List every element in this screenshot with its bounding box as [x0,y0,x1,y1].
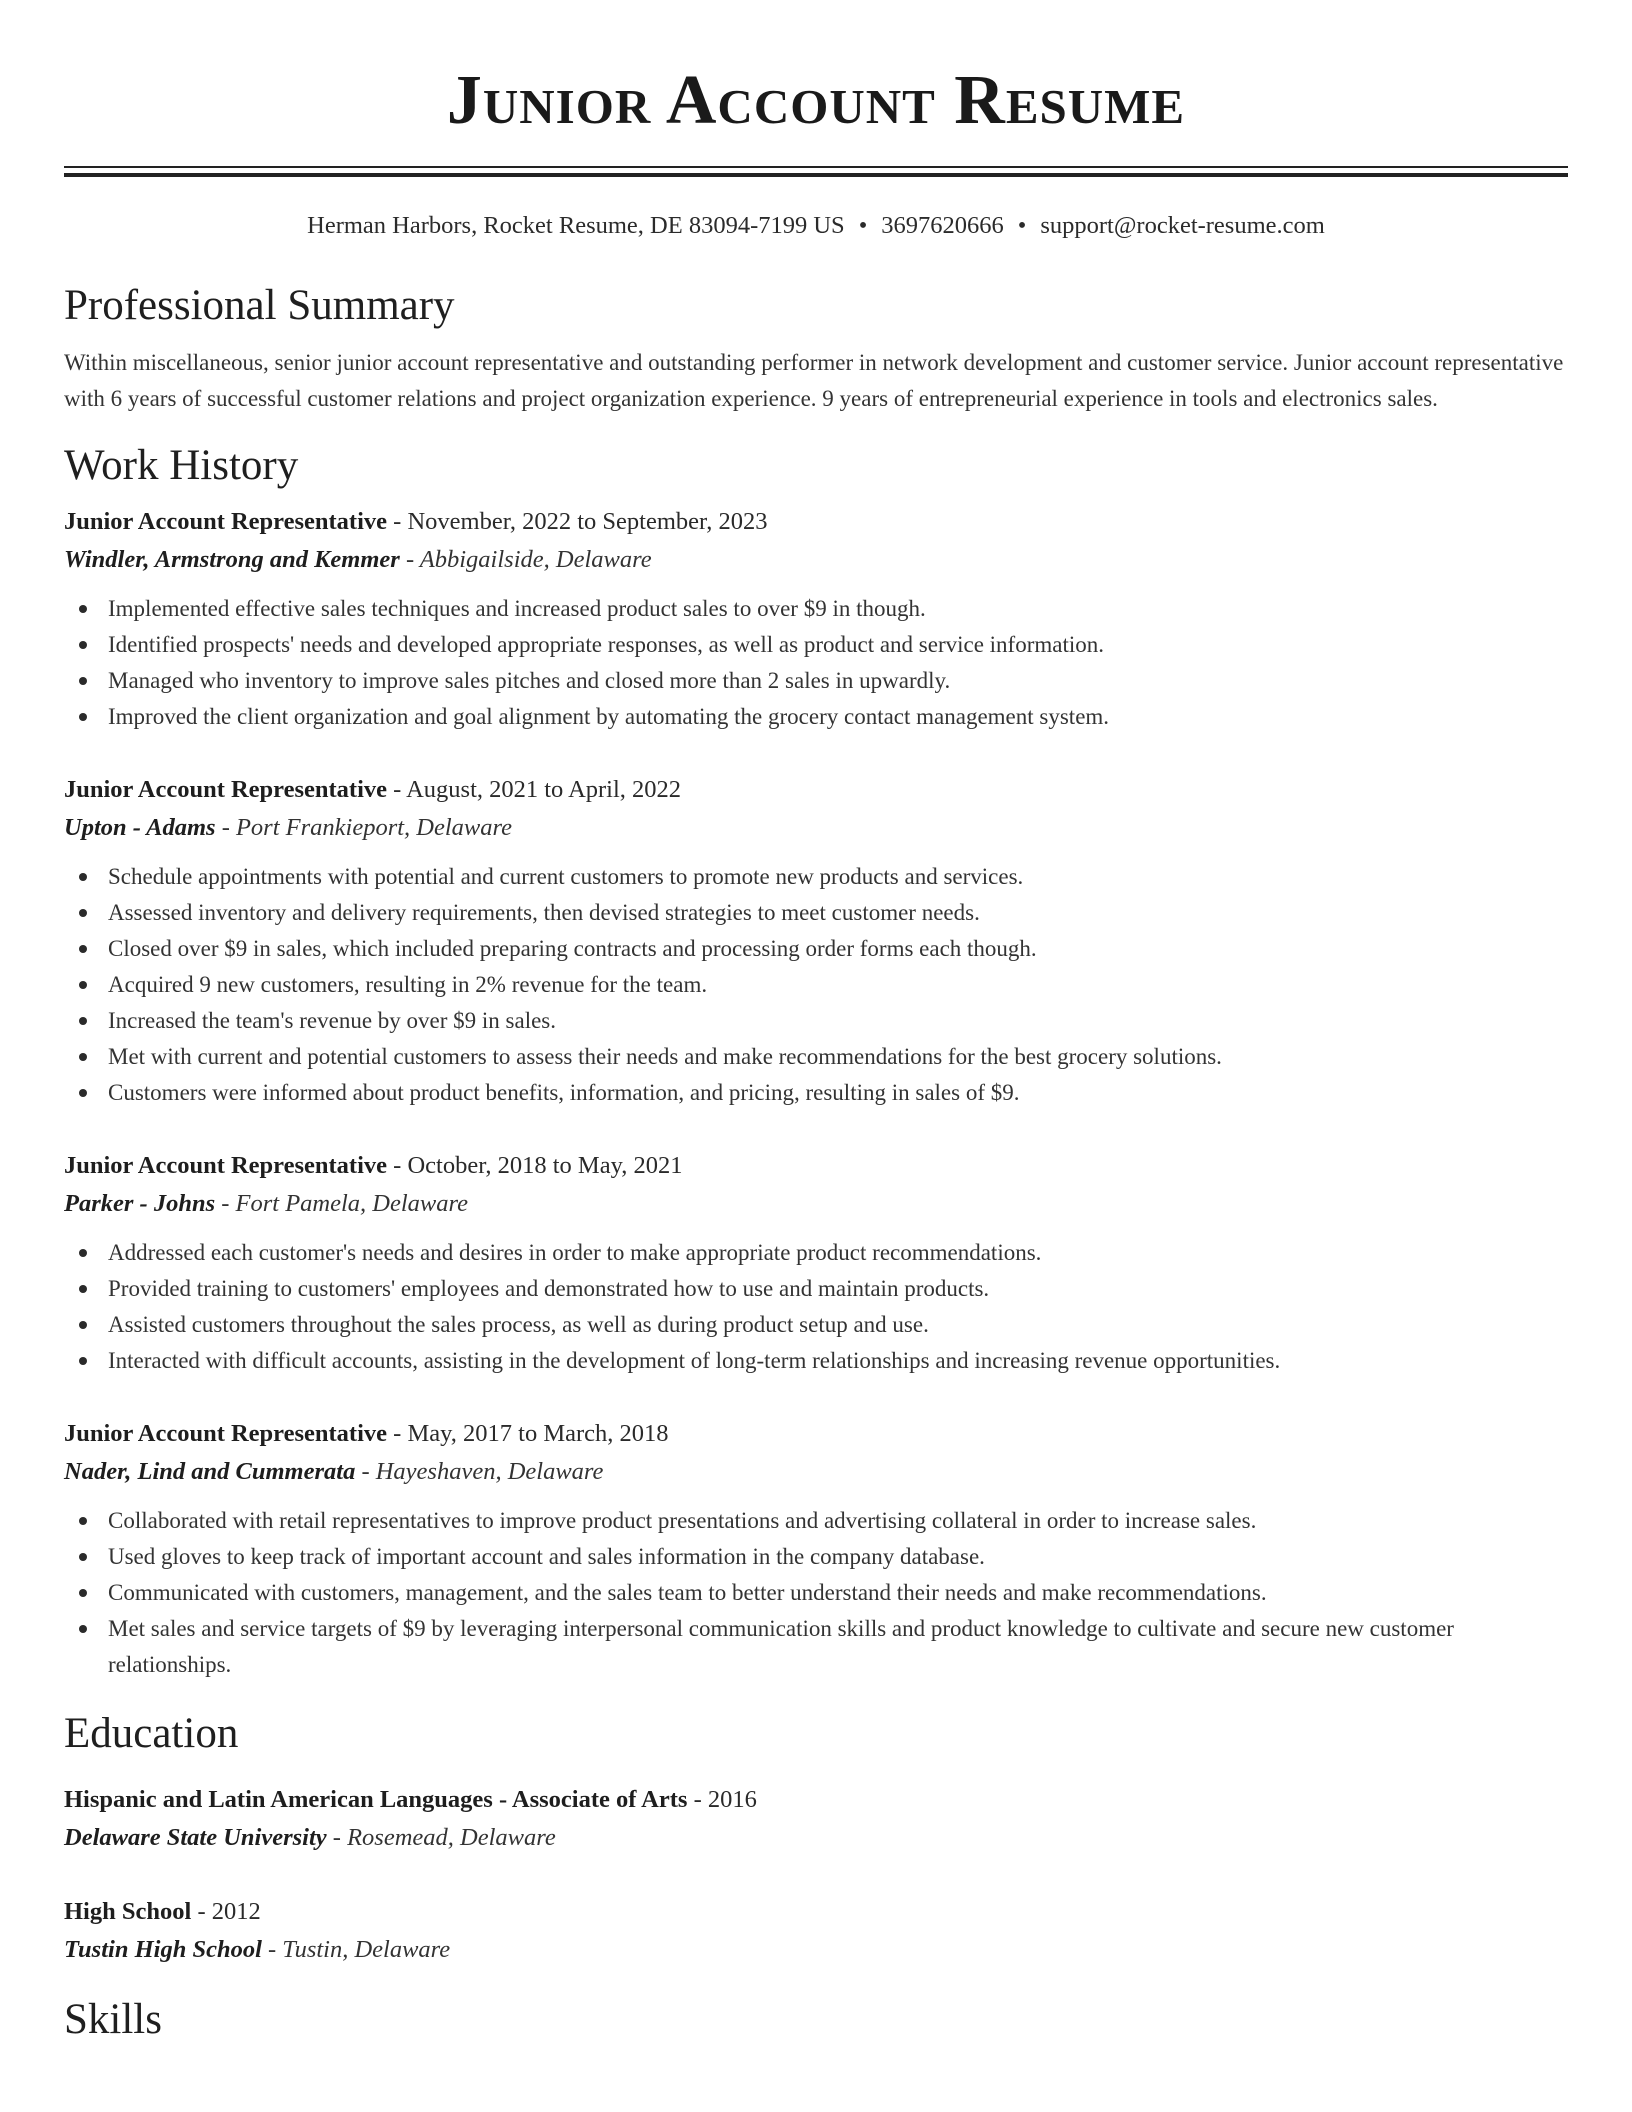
job-bullet: Schedule appointments with potential and current customers to promote new products and services. [64,859,1568,895]
job-company: Nader, Lind and Cummerata [64,1458,356,1485]
job-bullet: Assessed inventory and delivery requirements, then devised strategies to meet customer needs. [64,895,1568,931]
job-bullet: Met with current and potential customers to assess their needs and make recommendations for the best grocery solutions. [64,1039,1568,1075]
job-dates: - October, 2018 to May, 2021 [387,1152,683,1179]
job-location: - Port Frankieport, Delaware [215,814,513,841]
job-bullet: Used gloves to keep track of important account and sales information in the company database. [64,1539,1568,1575]
job-employer-line [64,541,1568,579]
job-header [64,1147,1568,1185]
section-heading-education: Education [64,1710,239,1757]
job-header [64,1415,1568,1453]
job-location: - Abbigailside, Delaware [399,546,652,573]
professional-summary-section [64,281,1568,417]
job-bullet: Implemented effective sales techniques and increased product sales to over $9 in though. [64,591,1568,627]
job-company: Windler, Armstrong and Kemmer [64,546,400,573]
job-entry [64,503,1568,735]
job-role: Junior Account Representative [64,508,388,535]
job-location: - Hayeshaven, Delaware [355,1458,604,1485]
education-school-line [64,1819,1568,1857]
job-company: Parker - Johns [64,1190,216,1217]
contact-phone: 3697620666 [881,212,1004,239]
section-heading-summary: Professional Summary [64,282,455,329]
job-bullets [64,1503,1568,1683]
education-year: - 2016 [687,1786,757,1813]
education-entry [64,1893,1568,1969]
job-dates: - November, 2022 to September, 2023 [387,508,768,535]
contact-email: support@rocket-resume.com [1040,212,1325,239]
education-header [64,1893,1568,1931]
skills-section [64,1995,1568,2045]
title-double-rule [64,166,1568,177]
section-heading-work-history: Work History [64,442,299,489]
education-section [64,1709,1568,1969]
job-header [64,771,1568,809]
job-entry [64,1147,1568,1379]
job-bullet: Provided training to customers' employees and demonstrated how to use and maintain products. [64,1271,1568,1307]
job-employer-line [64,1185,1568,1223]
job-dates: - August, 2021 to April, 2022 [387,776,682,803]
section-heading-skills: Skills [64,1996,162,2043]
job-bullet: Communicated with customers, management, and the sales team to better understand their needs and make recommendations. [64,1575,1568,1611]
summary-text: Within miscellaneous, senior junior account representative and outstanding performer in network development and customer service. Junior account representative with 6 years of successful customer relations and project organization experience. 9 years of entrepreneurial experience in tools and electronics sales. [64,350,1564,411]
job-bullet: Met sales and service targets of $9 by leveraging interpersonal communication skills and product knowledge to cultivate and secure new customer relationships. [64,1611,1568,1683]
education-location: - Rosemead, Delaware [326,1824,556,1851]
job-role: Junior Account Representative [64,776,388,803]
job-role: Junior Account Representative [64,1152,388,1179]
job-bullet: Increased the team's revenue by over $9 in sales. [64,1003,1568,1039]
job-entry [64,1415,1568,1683]
job-employer-line [64,1453,1568,1491]
job-bullet: Assisted customers throughout the sales process, as well as during product setup and use. [64,1307,1568,1343]
job-header [64,503,1568,541]
education-header [64,1781,1568,1819]
work-history-section [64,441,1568,1683]
job-location: - Fort Pamela, Delaware [215,1190,469,1217]
contact-separator: • [1017,212,1027,239]
education-entry [64,1781,1568,1857]
education-location: - Tustin, Delaware [261,1936,451,1963]
job-bullets [64,1235,1568,1379]
job-role: Junior Account Representative [64,1420,388,1447]
job-bullet: Collaborated with retail representatives to improve product presentations and advertising collateral in order to increase sales. [64,1503,1568,1539]
job-bullets [64,591,1568,735]
job-bullet: Improved the client organization and goal alignment by automating the grocery contact management system. [64,699,1568,735]
education-school: Tustin High School [64,1936,262,1963]
job-bullet: Addressed each customer's needs and desires in order to make appropriate product recommendations. [64,1235,1568,1271]
education-school: Delaware State University [64,1824,327,1851]
education-degree: Hispanic and Latin American Languages - Associate of Arts [64,1786,688,1813]
resume-title: Junior Account Resume [446,62,1186,139]
education-degree: High School [64,1898,192,1925]
contact-address: Herman Harbors, Rocket Resume, DE 83094-7199 US [307,212,845,239]
job-bullets [64,859,1568,1111]
job-company: Upton - Adams [64,814,216,841]
job-bullet: Identified prospects' needs and developed appropriate responses, as well as product and service information. [64,627,1568,663]
job-entry [64,771,1568,1111]
contact-separator: • [858,212,868,239]
education-school-line [64,1931,1568,1969]
resume-page [64,0,1568,2045]
job-bullet: Customers were informed about product benefits, information, and pricing, resulting in sales of $9. [64,1075,1568,1111]
education-year: - 2012 [191,1898,261,1925]
job-employer-line [64,809,1568,847]
contact-line [64,211,1568,241]
job-bullet: Managed who inventory to improve sales pitches and closed more than 2 sales in upwardly. [64,663,1568,699]
job-bullet: Closed over $9 in sales, which included preparing contracts and processing order forms each though. [64,931,1568,967]
job-dates: - May, 2017 to March, 2018 [387,1420,669,1447]
job-bullet: Acquired 9 new customers, resulting in 2% revenue for the team. [64,967,1568,1003]
job-bullet: Interacted with difficult accounts, assisting in the development of long-term relationships and increasing revenue opportunities. [64,1343,1568,1379]
